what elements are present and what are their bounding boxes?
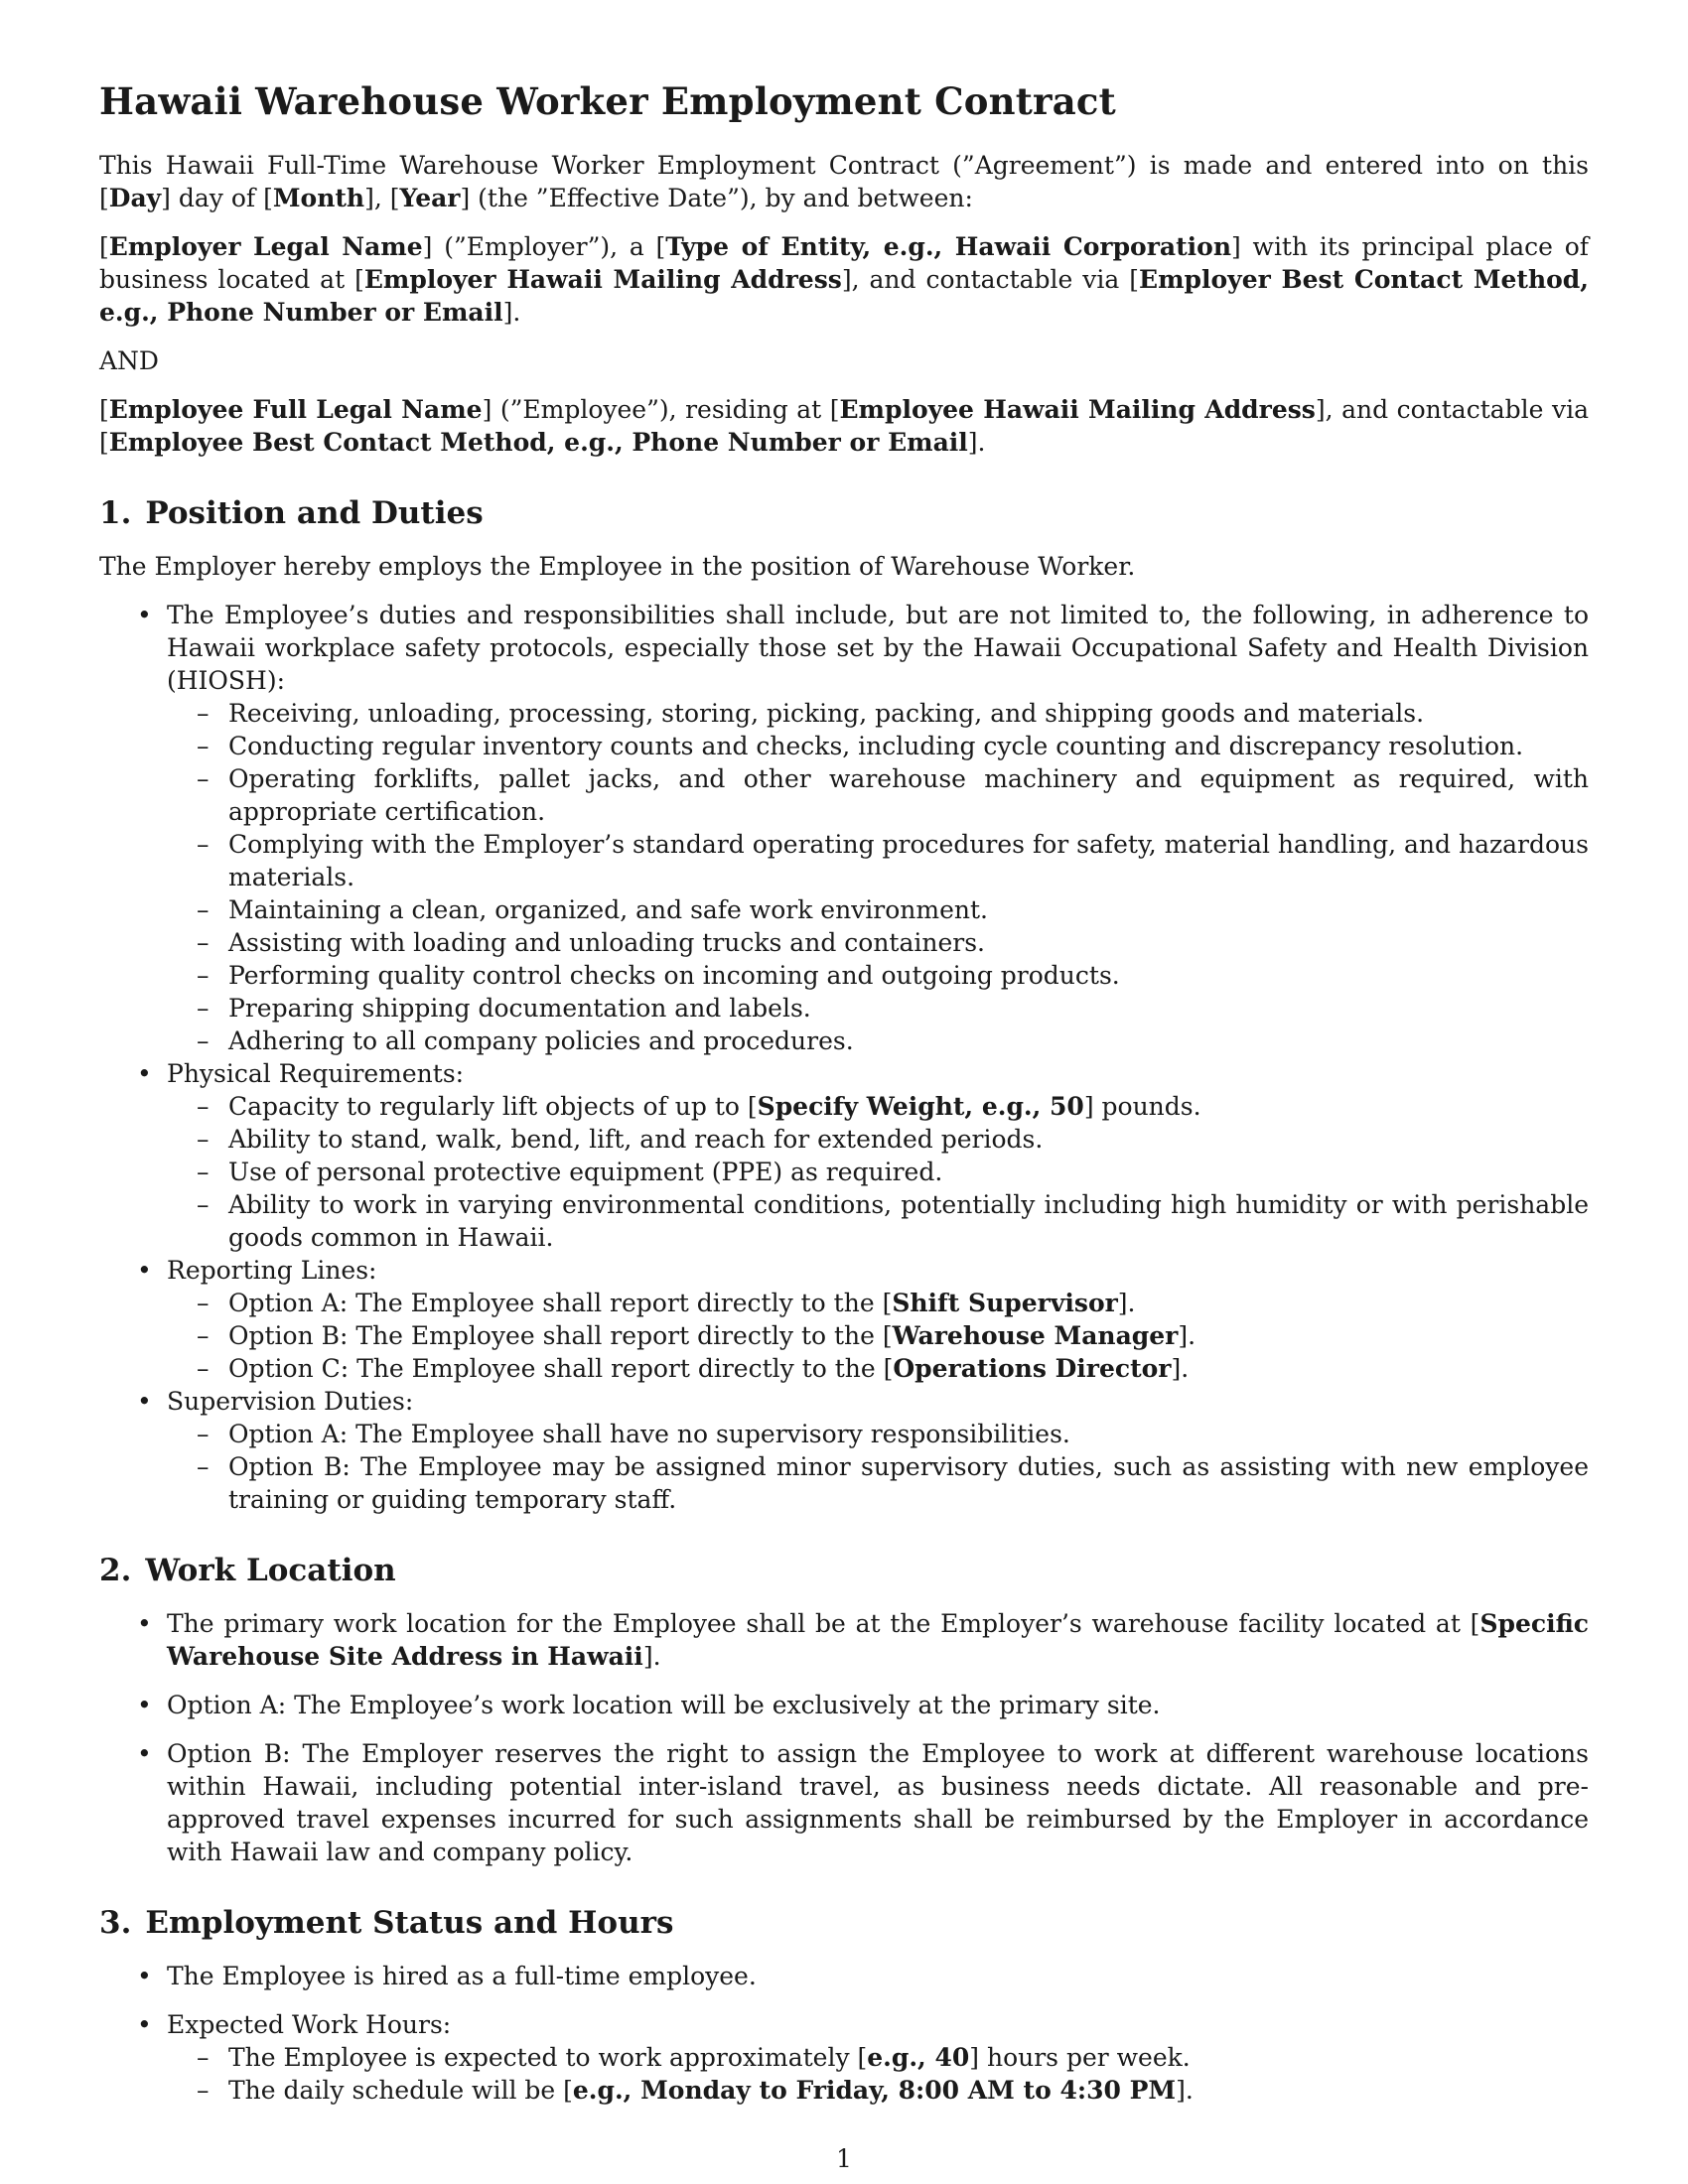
employee-paragraph: [Employee Full Legal Name] (”Employee”), residing at [Employee Hawaii Mailing Address], and contactable via [Employee Best Contact Method, e.g., Phone Number or Email]. <box>99 395 1589 457</box>
hours-placeholder: e.g., 40 <box>867 2043 970 2072</box>
list-item <box>99 1057 1589 1254</box>
page-number: 1 <box>836 2144 852 2173</box>
list-item: – Adhering to all company policies and procedures. <box>167 1024 1589 1057</box>
list-item: – Option A: The Employee shall have no supervisory responsibilities. <box>167 1418 1589 1450</box>
reporting-lines-label: Reporting Lines: <box>167 1256 377 1285</box>
section-heading-work-location: 2. Work Location <box>99 1553 396 1588</box>
list-item: – Operating forklifts, pallet jacks, and other warehouse machinery and equipment as required, with appropriate certification. <box>167 762 1589 828</box>
day-placeholder: Day <box>108 184 162 212</box>
intro-paragraph: This Hawaii Full-Time Warehouse Worker Employment Contract (”Agreement”) is made and entered into on this [Day] day of [Month], [Year] (the ”Effective Date”), by and between: <box>99 151 1589 212</box>
section-heading-position: 1. Position and Duties <box>99 495 484 531</box>
employee-name-placeholder: Employee Full Legal Name <box>108 395 483 424</box>
employer-name-placeholder: Employer Legal Name <box>108 232 423 261</box>
list-item: – Receiving, unloading, processing, storing, picking, packing, and shipping goods and materials. <box>167 697 1589 730</box>
employee-contact-placeholder: Employee Best Contact Method, e.g., Phone Number or Email <box>108 428 968 457</box>
work-hours-label: Expected Work Hours: <box>167 2010 452 2039</box>
list-item: – Ability to work in varying environmental conditions, potentially including high humidity or with perishable goods common in Hawaii. <box>167 1188 1589 1254</box>
director-placeholder: Operations Director <box>893 1354 1172 1383</box>
position-list <box>99 599 1589 1516</box>
list-item: – Option A: The Employee shall report directly to the [Shift Supervisor]. <box>167 1287 1589 1319</box>
list-item <box>99 599 1589 1057</box>
list-item: – Option C: The Employee shall report directly to the [Operations Director]. <box>167 1352 1589 1385</box>
list-item <box>99 1254 1589 1385</box>
employer-address-placeholder: Employer Hawaii Mailing Address <box>363 265 842 294</box>
employment-status-list <box>99 1960 1589 2107</box>
position-intro: The Employer hereby employs the Employee in the position of Warehouse Worker. <box>99 552 1136 581</box>
reporting-list <box>167 1287 1589 1385</box>
list-item: – Assisting with loading and unloading trucks and containers. <box>167 926 1589 959</box>
and-separator: AND <box>99 346 159 375</box>
section-heading-employment-status: 3. Employment Status and Hours <box>99 1905 674 1941</box>
list-item <box>99 1385 1589 1516</box>
list-item: • Option B: The Employer reserves the right to assign the Employee to work at different warehouse locations within Hawaii, including potential inter-island travel, as business needs dictate. All reasonable and pre-approved travel expenses incurred for such assignments shall be reimbursed by the Employer in accordance with Hawaii law and company policy. <box>99 1737 1589 1868</box>
list-item: • The primary work location for the Employee shall be at the Employer’s warehouse facility located at [Specific Warehouse Site Address in Hawaii]. <box>99 1607 1589 1673</box>
list-item: – Ability to stand, walk, bend, lift, and reach for extended periods. <box>167 1123 1589 1156</box>
list-item: – Performing quality control checks on incoming and outgoing products. <box>167 959 1589 992</box>
work-location-list <box>99 1607 1589 1868</box>
duties-list <box>167 697 1589 1057</box>
schedule-placeholder: e.g., Monday to Friday, 8:00 AM to 4:30 PM <box>572 2076 1177 2105</box>
employer-paragraph: [Employer Legal Name] (”Employer”), a [Type of Entity, e.g., Hawaii Corporation] with its principal place of business located at [Employer Hawaii Mailing Address], and contactable via [Employer Best Contact Method, e.g., Phone Number or Email]. <box>99 232 1590 327</box>
supervisor-placeholder: Shift Supervisor <box>892 1289 1118 1317</box>
list-item: – The Employee is expected to work approximately [e.g., 40] hours per week. <box>167 2041 1589 2074</box>
document-title: Hawaii Warehouse Worker Employment Contract <box>99 79 1116 123</box>
employer-entity-placeholder: Type of Entity, e.g., Hawaii Corporation <box>665 232 1232 261</box>
manager-placeholder: Warehouse Manager <box>892 1321 1179 1350</box>
site-address-placeholder: Specific Warehouse Site Address in Hawaii <box>167 1609 1589 1671</box>
work-hours-list <box>167 2041 1589 2107</box>
physical-requirements-label: Physical Requirements: <box>167 1059 465 1088</box>
list-item: – Maintaining a clean, organized, and safe work environment. <box>167 893 1589 926</box>
month-placeholder: Month <box>272 184 365 212</box>
list-item: – The daily schedule will be [e.g., Monday to Friday, 8:00 AM to 4:30 PM]. <box>167 2074 1589 2107</box>
list-item: • The Employee is hired as a full-time employee. <box>99 1960 1589 1992</box>
employee-address-placeholder: Employee Hawaii Mailing Address <box>839 395 1316 424</box>
list-item: – Option B: The Employee may be assigned minor supervisory duties, such as assisting with new employee training or guiding temporary staff. <box>167 1450 1589 1516</box>
supervision-duties-label: Supervision Duties: <box>167 1387 414 1416</box>
list-item: – Preparing shipping documentation and labels. <box>167 992 1589 1024</box>
employer-contact-placeholder: Employer Best Contact Method, e.g., Phone Number or Email <box>99 265 1589 327</box>
list-item: – Capacity to regularly lift objects of up to [Specify Weight, e.g., 50] pounds. <box>167 1090 1589 1123</box>
list-item: • Option A: The Employee’s work location will be exclusively at the primary site. <box>99 1689 1589 1721</box>
physical-list <box>167 1090 1589 1254</box>
list-item: – Option B: The Employee shall report directly to the [Warehouse Manager]. <box>167 1319 1589 1352</box>
list-item: – Use of personal protective equipment (PPE) as required. <box>167 1156 1589 1188</box>
list-item <box>99 2008 1589 2107</box>
duties-intro: The Employee’s duties and responsibilities shall include, but are not limited to, the following, in adherence to Hawaii workplace safety protocols, especially those set by the Hawaii Occupational Safety and Health Division (HIOSH): <box>167 601 1589 695</box>
weight-placeholder: Specify Weight, e.g., 50 <box>757 1092 1084 1121</box>
list-item: – Complying with the Employer’s standard operating procedures for safety, material handling, and hazardous materials. <box>167 828 1589 893</box>
list-item: – Conducting regular inventory counts and checks, including cycle counting and discrepancy resolution. <box>167 730 1589 762</box>
contract-page <box>99 79 1589 2122</box>
supervision-list <box>167 1418 1589 1516</box>
year-placeholder: Year <box>399 184 461 212</box>
